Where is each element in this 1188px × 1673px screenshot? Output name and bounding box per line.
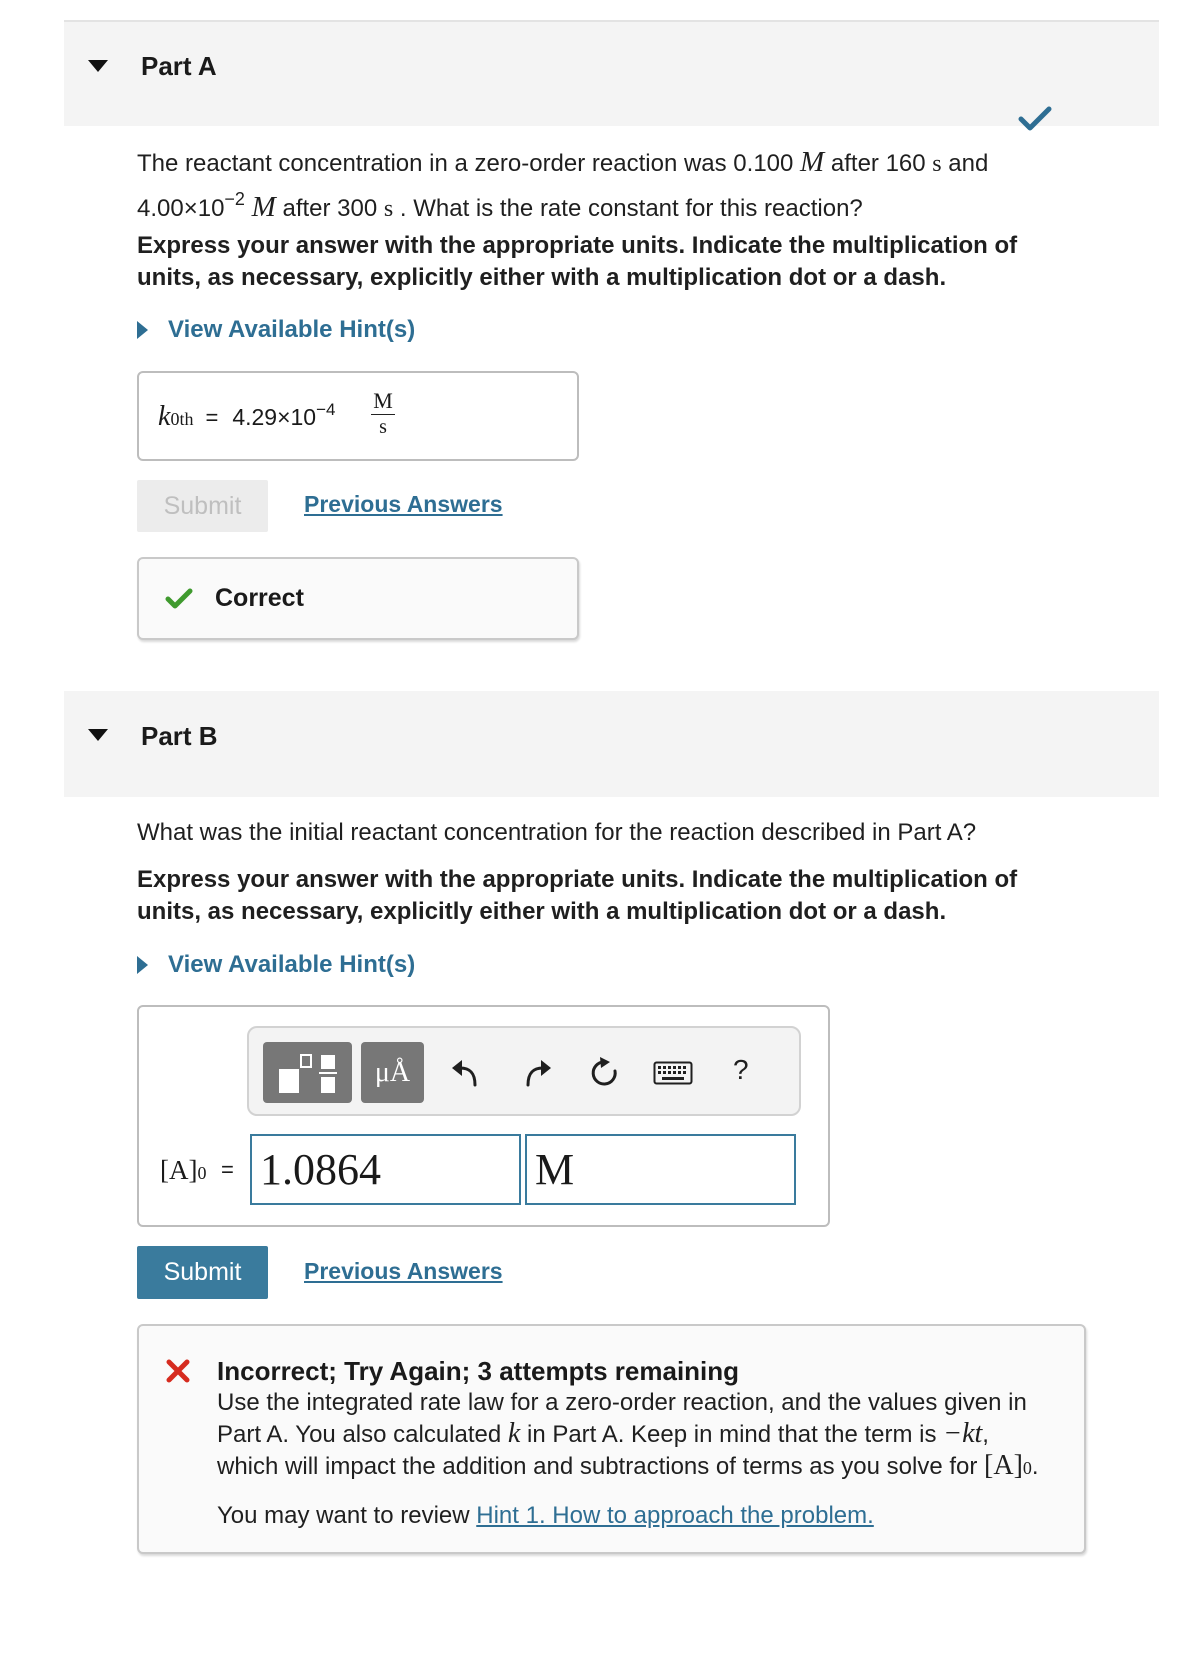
part-b-title: Part B [141,721,218,751]
k-subscript: 0th [170,409,194,429]
answer-exponent: −4 [316,400,336,419]
part-a-title: Part A [141,51,217,81]
part-a-submit-button[interactable]: Submit [137,480,268,532]
part-a-answer-box [137,371,579,461]
part-b-previous-answers-link[interactable]: Previous Answers [304,1258,503,1284]
equals-sign: = [221,1157,234,1182]
unit-input-text: M [535,1145,575,1194]
correct-label: Correct [215,584,304,612]
templates-button[interactable] [263,1042,352,1103]
review-hint-text: You may want to review Hint 1. How to approach the problem. [217,1502,874,1529]
part-a-answer-expression [158,401,335,433]
fraction-bar [371,414,395,415]
help-button[interactable]: ? [733,1054,749,1085]
feedback-message: Use the integrated rate law for a zero-order reaction, and the values given in Part A. You also calculated k in Part A. Keep in mind that the term is −kt, which will impact the addition and subtractions of terms as you solve for [A]0. [217,1389,1039,1481]
unit-fraction [369,389,397,438]
answer-mantissa: 4.29×10 [232,404,317,430]
part-b-answer-box [137,1005,830,1227]
templates-icon [273,1051,343,1095]
value-input-text: 1.0864 [260,1145,381,1194]
units-icon: μÅ [374,1056,411,1088]
a0-label: [A] 0 [160,1155,207,1185]
reset-icon[interactable] [588,1056,622,1090]
undo-icon[interactable] [448,1058,482,1088]
part-b-header[interactable] [64,691,1159,797]
review-hint-link[interactable]: Hint 1. How to approach the problem. [476,1502,874,1529]
incorrect-title: Incorrect; Try Again; 3 attempts remaining [217,1356,740,1386]
part-a-feedback [137,557,579,640]
part-b-instructions: Express your answer with the appropriate units. Indicate the multiplication of units, as necessary, explicitly either with a multiplication dot or a dash. [137,866,1018,925]
part-b-feedback [137,1324,1086,1554]
units-button[interactable] [361,1042,424,1103]
equals-sign: = [205,405,219,430]
collapse-caret-icon[interactable] [88,60,108,72]
incorrect-x-icon [165,1358,191,1384]
keyboard-icon[interactable] [653,1061,693,1085]
expand-triangle-icon [137,321,148,339]
part-a-previous-answers-link[interactable]: Previous Answers [304,491,503,517]
math-toolbar [247,1026,801,1116]
part-b-question: What was the initial reactant concentration for the reaction described in Part A? [137,819,977,846]
redo-icon[interactable] [521,1058,555,1088]
value-input[interactable] [250,1134,521,1205]
unit-numerator: M [373,388,393,413]
expand-triangle-icon [137,956,148,974]
part-b-view-hints-link[interactable]: View Available Hint(s) [137,951,415,979]
unit-denominator: s [379,416,387,438]
part-a-view-hints-link[interactable]: View Available Hint(s) [137,316,415,344]
collapse-caret-icon[interactable] [88,729,108,741]
part-a-instructions: Express your answer with the appropriate units. Indicate the multiplication of units, as necessary, explicitly either with a multiplication dot or a dash. [137,232,1018,291]
part-b-submit-button[interactable]: Submit [137,1246,268,1299]
correct-check-icon [165,587,193,611]
part-a-question: The reactant concentration in a zero-order reaction was 0.100 M after 160 s and $4.00\times 10^{-2}$ M after 300 s . What is the rate constant for this reaction? [137,146,989,223]
k-variable: k [158,401,171,432]
part-a-header[interactable] [64,22,1159,126]
completed-check-icon [1018,106,1052,132]
unit-input[interactable] [525,1134,796,1205]
